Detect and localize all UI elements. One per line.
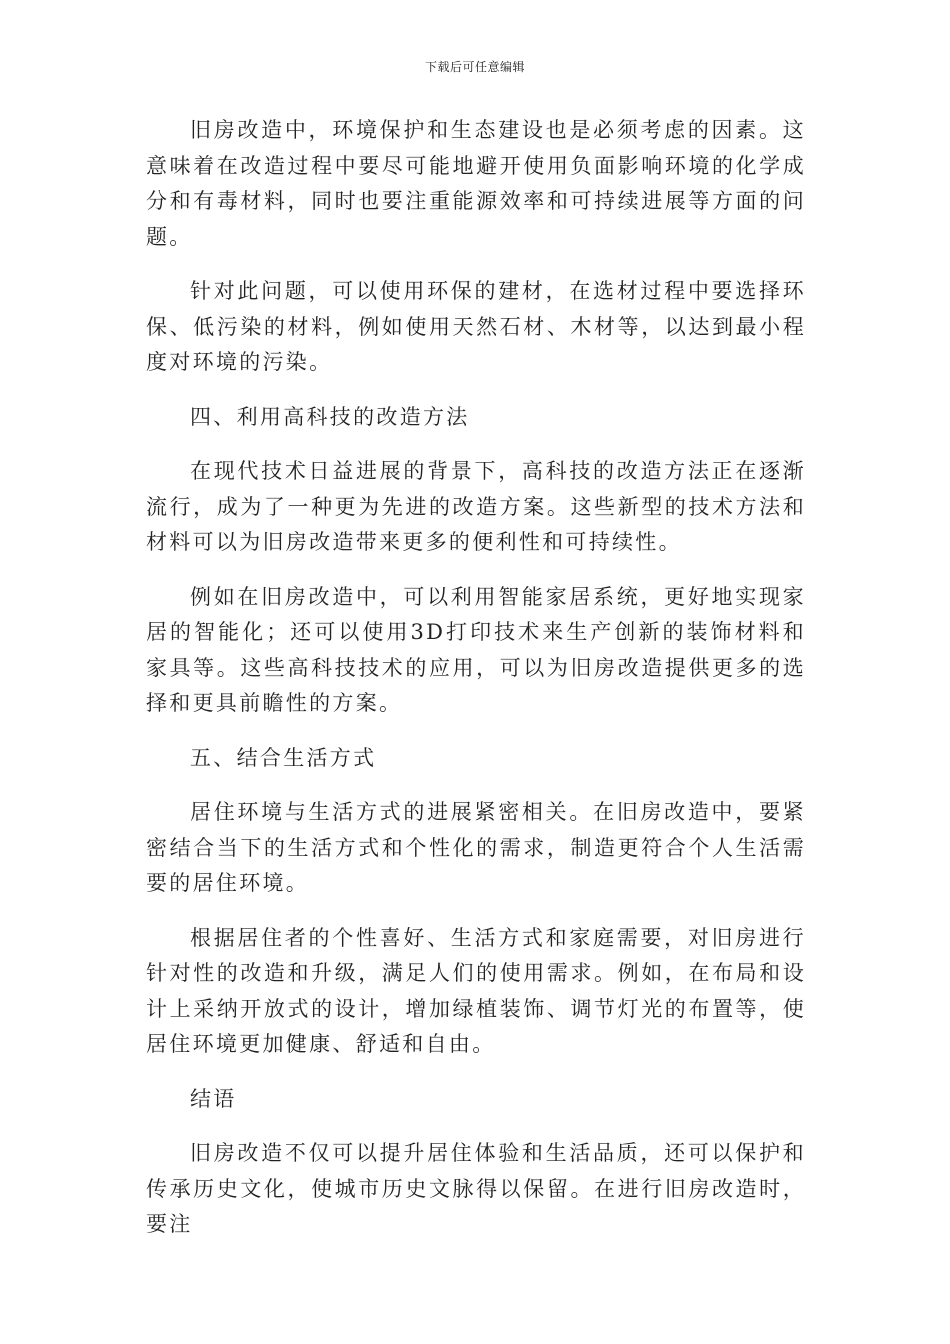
document-body bbox=[146, 113, 806, 1262]
paragraph-personalization: 根据居住者的个性喜好、生活方式和家庭需要，对旧房进行针对性的改造和升级，满足人们的使用需求。例如，在布局和设计上采纳开放式的设计，增加绿植装饰、调节灯光的布置等，使居住环境更加健康、舒适和自由。 bbox=[146, 925, 806, 1056]
paragraph-conclusion: 旧房改造不仅可以提升居住体验和生活品质，还可以保护和传承历史文化，使城市历史文脉得以保留。在进行旧房改造时，要注 bbox=[146, 1141, 806, 1236]
paragraph-eco-materials: 针对此问题，可以使用环保的建材，在选材过程中要选择环保、低污染的材料，例如使用天然石材、木材等，以达到最小程度对环境的污染。 bbox=[146, 279, 806, 374]
section-heading-conclusion: 结语 bbox=[190, 1086, 237, 1111]
header-note: 下载后可任意编辑 bbox=[424, 60, 525, 74]
paragraph-smart-home: 例如在旧房改造中，可以利用智能家居系统，更好地实现家居的智能化；还可以使用3D打印技术来生产创新的装饰材料和家具等。这些高科技技术的应用，可以为旧房改造提供更多的选择和更具前瞻性的方案。 bbox=[146, 584, 806, 715]
paragraph-environment: 旧房改造中，环境保护和生态建设也是必须考虑的因素。这意味着在改造过程中要尽可能地避开使用负面影响环境的化学成分和有毒材料，同时也要注重能源效率和可持续进展等方面的问题。 bbox=[146, 118, 806, 249]
paragraph-lifestyle: 居住环境与生活方式的进展紧密相关。在旧房改造中，要紧密结合当下的生活方式和个性化的需求，制造更符合个人生活需要的居住环境。 bbox=[146, 800, 806, 895]
section-heading-4: 四、利用高科技的改造方法 bbox=[190, 404, 470, 429]
section-heading-5: 五、结合生活方式 bbox=[190, 745, 377, 770]
paragraph-high-tech: 在现代技术日益进展的背景下，高科技的改造方法正在逐渐流行，成为了一种更为先进的改造方案。这些新型的技术方法和材料可以为旧房改造带来更多的便利性和可持续性。 bbox=[146, 459, 806, 554]
